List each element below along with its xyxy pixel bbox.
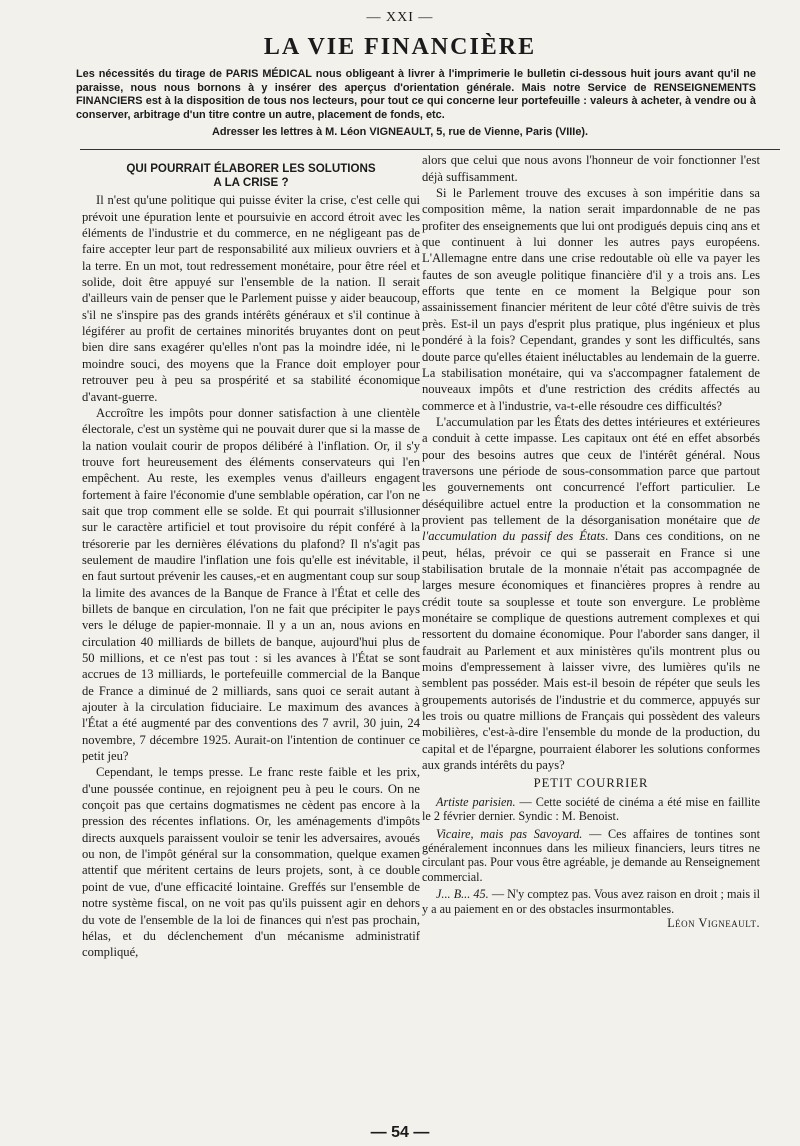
masthead-title: LA VIE FINANCIÈRE: [263, 34, 537, 60]
courrier-addressee: Vicaire, mais pas Savoyard.: [436, 826, 583, 841]
paragraph: Cependant, le temps presse. Le franc reste faible et les prix, d'une poussée continue, en rejoignent peu à peu le cours. On ne conçoit pas que certains dogmatismes ne cèdent pas encore à la pression des récentes inflations. Or, les aménagements d'impôts directs auxquels paraissent vouloir se tenir les adversaires, avoués ou non, de l'impôt général sur la consommation, quelque examen attentif que méritent certains de leurs projets, sont, à ce double point de vue, d'une efficacité lointaine. Greffés sur l'ensemble de notre système fiscal, on ne voit pas qu'ils puissent agir en dehors du vote de l'ensemble de la loi de finances qui n'est pas prochain, hélas, et du déclenchement d'un mécanisme administratif compliqué,: [82, 765, 420, 960]
paragraph-text: Pour l'aborder sans danger, il faudrait au Parlement et aux ministères qu'ils montrent plus ou moins d'empressement à laisser vivre, des lumières qu'ils ne semblent pas posséder. Mais est-il besoin de répéter que seuls les groupements autorisés de l'industrie et du commerce, appuyés sur les trois ou quatre millions de Français qui possèdent des valeurs mobilières, c'est-à-dire l'ensemble du monde de la production, du capital et de l'épargne, pourraient élaborer les solutions conformes aux grands intérêts du pays?: [422, 627, 760, 773]
paragraph-text: . Dans ces conditions, on ne peut, hélas, prévoir ce qui se passerait en France si une stabilisation brutale de la monnaie n'était pas accompagnée de larges mesure économiques et financières propres à rendre au crédit toute sa souplesse et toute son envergure. Le problème monétaire se complique de questions autrement complexes et qui ressortent du domaine économique.: [422, 529, 760, 642]
paragraph: Accroître les impôts pour donner satisfaction à une clientèle électorale, c'est un système qui ne pouvait durer que si la masse de la nation voulait courir de propos délibéré à l'inflation. Or, il s'y trouve fort heureusement des éléments conservateurs qui l'en empêchent. Au reste, les exemples venus d'ailleurs engagent fortement à faire l'économie d'une semblable opération, car l'on ne sait que trop comment elle se solde. Et qui pourrait s'illusionner sur le caractère artificiel et tout provisoire du répit conféré à la trésorerie par les dernières élévations du plafond? Il n's'agit pas seulement de maudire l'inflation une fois qu'elle est inévitable, il en faut surtout prévenir les causes,-et en augmentant coup sur soup la limite des avances de la Banque de France à l'État et celle des billets de banque en circulation, l'on ne fait que précipiter le pays vers le déluge de papier-monnaie. Il y a un an, nous avions en circulation 40 milliards de billets de banque, aujourd'hui plus de 50 millions, et ce n'est pas tout : si les avances à l'État se sont accrues de 13 milliards, le portefeuille commercial de la Banque de France a diminué de 2 milliards, sans quoi ce serait autant à ajouter à la circulation fiduciaire. Le maximum des avances à l'État a été augmenté par des conventions des 7 avril, 30 juin, 24 novembre, 7 décembre 1925. Aurait-on l'intention de continuer ce petit jeu?: [82, 405, 420, 764]
courrier-item: [422, 827, 760, 885]
article-title-line-1: QUI POURRAIT ÉLABORER LES SOLUTIONS: [126, 162, 376, 176]
roman-page-number: — XXI —: [366, 10, 434, 25]
right-column: [422, 152, 760, 1130]
article-title: [82, 162, 420, 190]
correspondence-address: Adresser les lettres à M. Léon VIGNEAULT, 5, rue de Vienne, Paris (VIIIe).: [211, 126, 589, 139]
article-title-line-2: A LA CRISE ?: [213, 176, 289, 190]
paragraph-with-italic: [422, 414, 760, 774]
courrier-addressee: Artiste parisien.: [436, 794, 516, 809]
left-column: [82, 152, 420, 1130]
petit-courrier: [422, 794, 760, 931]
page-number: — 54 —: [370, 1124, 430, 1141]
courrier-reply: — N'y comptez pas. Vous avez raison en droit ; mais il y a au paiement en or des obstacles insurmontables.: [422, 887, 760, 916]
courrier-addressee: J... B... 45.: [436, 887, 489, 902]
courrier-reply: — Cette société de cinéma a été mise en faillite le 2 février dernier. Syndic : M. Benoist.: [422, 794, 760, 824]
paragraph: Il n'est qu'une politique qui puisse éviter la crise, c'est celle qui prévoit une épuration lente et poursuivie en accord étroit avec les éléments de l'industrie et du commerce, en ne négligeant pas de faire accepter leur part de responsabilité aux milieux ouvriers et à la terre. En un mot, tout redressement monétaire, pour être réel et solide, doit être appuyé sur l'ensemble de la nation. Il serait d'ailleurs vain de penser que le Parlement puisse y aider beaucoup, s'il ne s'inspire pas des grands intérêts généraux et s'il continue à légiférer au profit de certaines minorités bruyantes dont on peut bien dire sans exagérer qu'elles n'ont pas la moindre idée, ni le moindre souci, des moyens que la France doit employer pour retrouver peu à peu sa prospérité et sa stabilité économique d'avant-guerre.: [82, 193, 420, 404]
paragraph-text: L'accumulation par les États des dettes intérieures et extérieures a conduit à cette impasse. Les capitaux ont été en effet absorbés pour des besoins autres que ceux de l'intérêt général. Nous traversons une période de sous-consommation parce que partout les gouvernements ont concurrencé l'effort particulier. Le déséquilibre actuel entre la production et la consommation ne provient pas tellement de la désorganisation monétaire que: [422, 414, 760, 527]
signature: Léon Vigneault.: [667, 916, 760, 931]
header-rule: [80, 149, 780, 150]
petit-courrier-heading: PETIT COURRIER: [533, 776, 649, 791]
paragraph: Si le Parlement trouve des excuses à son impéritie dans sa composition même, la nation serait impardonnable de ne pas profiter des enseignements que lui ont prodigués depuis cinq ans et que continuent à lui donner les autres pays européens. L'Allemagne entre dans une crise redoutable où elle va payer les fautes de son aveugle politique financière d'il y a trois ans. Les efforts que tente en ce moment la Belgique pour son assainissement financier méritent de leur côté d'être suivis de très près. Est-il un pays d'esprit plus pratique, plus ingénieux et plus pondéré à la fois? Cependant, grandes y sont les difficultés, sans doute parce qu'elles étaient inéluctables au lendemain de la guerre. La stabilisation monétaire, qui va s'accompagner fatalement de nouveaux impôts et d'une restriction des crédits affectés au commerce et à l'industrie, va-t-elle résoudre ces difficultés?: [422, 186, 760, 413]
paragraph: alors que celui que nous avons l'honneur de voir fonctionner l'est déjà suffisamment.: [422, 153, 760, 184]
article-columns: [40, 152, 760, 1130]
courrier-item: [422, 887, 760, 931]
courrier-item: [422, 795, 760, 824]
subscription-notice: Les nécessités du tirage de PARIS MÉDICAL nous obligeant à livrer à l'imprimerie le bulletin ci-dessous huit jours avant qu'il ne paraisse, nous nous bornons à y insérer des aperçus d'orientation générale. Mais notre Service de RENSEIGNEMENTS FINANCIERS est à la disposition de tous nos lecteurs, pour tout ce qui concerne leur portefeuille : valeurs à acheter, à vendre ou à conserver, arbitrage d'un titre contre un autre, placement de fonds, etc.: [76, 68, 756, 121]
courrier-reply: — Ces affaires de tontines sont généralement inconnues dans les milieux financiers, leurs titres ne circulant pas. Pour vous être agréable, je demande au Renseignement commercial.: [422, 826, 760, 884]
italic-phrase: de l'accumulation du passif des États: [422, 512, 760, 544]
